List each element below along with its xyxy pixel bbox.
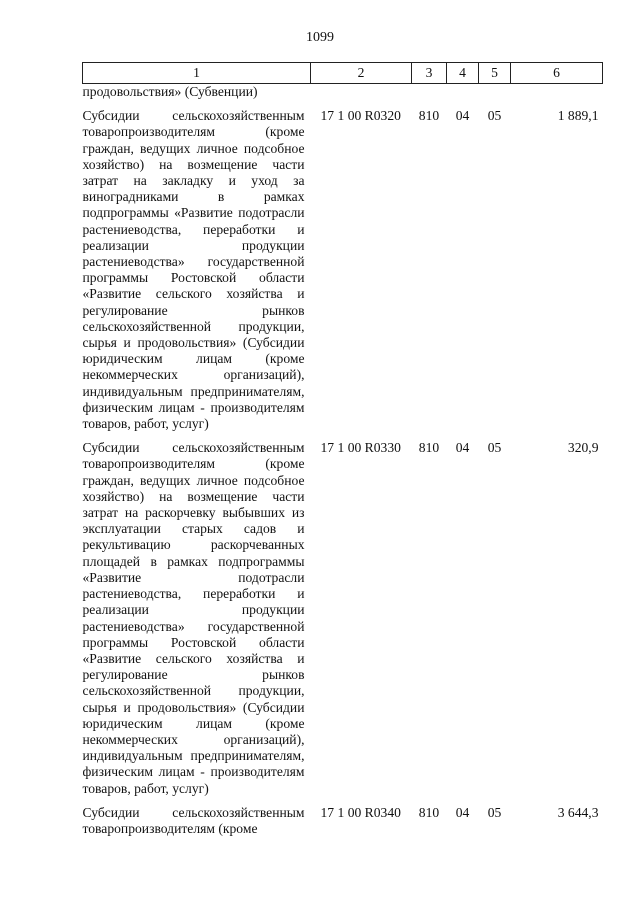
budget-table xyxy=(82,62,603,837)
row-rz: 04 xyxy=(455,108,470,124)
row-name: Субсидии сельскохозяйственным товаропроизводителям (кроме граждан, ведущих личное подсобное хозяйство) на возмещение части затрат на раскорчевку выбывших из эксплуатации старых садов и рекультивацию раскорчеванных площадей в рамках подпрограммы «Развитие подотрасли растениеводства, переработки и реализации продукции растениеводства» государственной программы Ростовской области «Развитие сельского хозяйства и регулирование рынков сельскохозяйственной продукции, сырья и продовольствия» (Субсидии юридическим лицам (кроме некоммерческих организаций), индивидуальным предпринимателям, физическим лицам - производителям товаров, работ, услуг) xyxy=(82,440,305,796)
row-code: 17 1 00 R0330 xyxy=(320,440,401,456)
continuation-text: продовольствия» (Субвенции) xyxy=(82,84,258,99)
row-vr: 810 xyxy=(418,804,440,820)
col-header-code: 2 xyxy=(311,63,412,84)
row-pr: 05 xyxy=(487,108,502,124)
row-amount: 1 889,1 xyxy=(557,108,599,124)
row-name: Субсидии сельскохозяйственным товаропроизводителям (кроме граждан, ведущих личное подсобное хозяйство) на возмещение части затрат на закладку и уход за виноградниками в рамках подпрограммы «Развитие подотрасли растениеводства, переработки и реализации продукции растениеводства» государственной программы Ростовской области «Развитие сельского хозяйства и регулирование рынков сельскохозяйственной продукции, сырья и продовольствия» (Субсидии юридическим лицам (кроме некоммерческих организаций), индивидуальным предпринимателям, физическим лицам - производителям товаров, работ, услуг) xyxy=(82,108,305,432)
row-rz: 04 xyxy=(455,440,470,456)
row-pr: 05 xyxy=(487,440,502,456)
table-row xyxy=(83,432,603,796)
row-amount: 320,9 xyxy=(567,440,599,456)
row-vr: 810 xyxy=(418,440,440,456)
row-pr: 05 xyxy=(487,804,502,820)
table-row xyxy=(83,797,603,837)
col-header-amount: 6 xyxy=(511,63,603,84)
continuation-row xyxy=(83,84,603,101)
row-code: 17 1 00 R0320 xyxy=(320,108,401,124)
row-vr: 810 xyxy=(418,108,440,124)
row-name: Субсидии сельскохозяйственным товаропроизводителям (кроме xyxy=(82,804,305,836)
table-row xyxy=(83,100,603,432)
page-number: 1099 xyxy=(306,30,334,45)
col-header-pr: 5 xyxy=(479,63,511,84)
header-row xyxy=(83,63,603,84)
row-rz: 04 xyxy=(455,804,470,820)
row-code: 17 1 00 R0340 xyxy=(320,804,401,820)
col-header-name: 1 xyxy=(83,63,311,84)
row-amount: 3 644,3 xyxy=(557,804,599,820)
col-header-vr: 3 xyxy=(412,63,447,84)
col-header-rz: 4 xyxy=(447,63,479,84)
